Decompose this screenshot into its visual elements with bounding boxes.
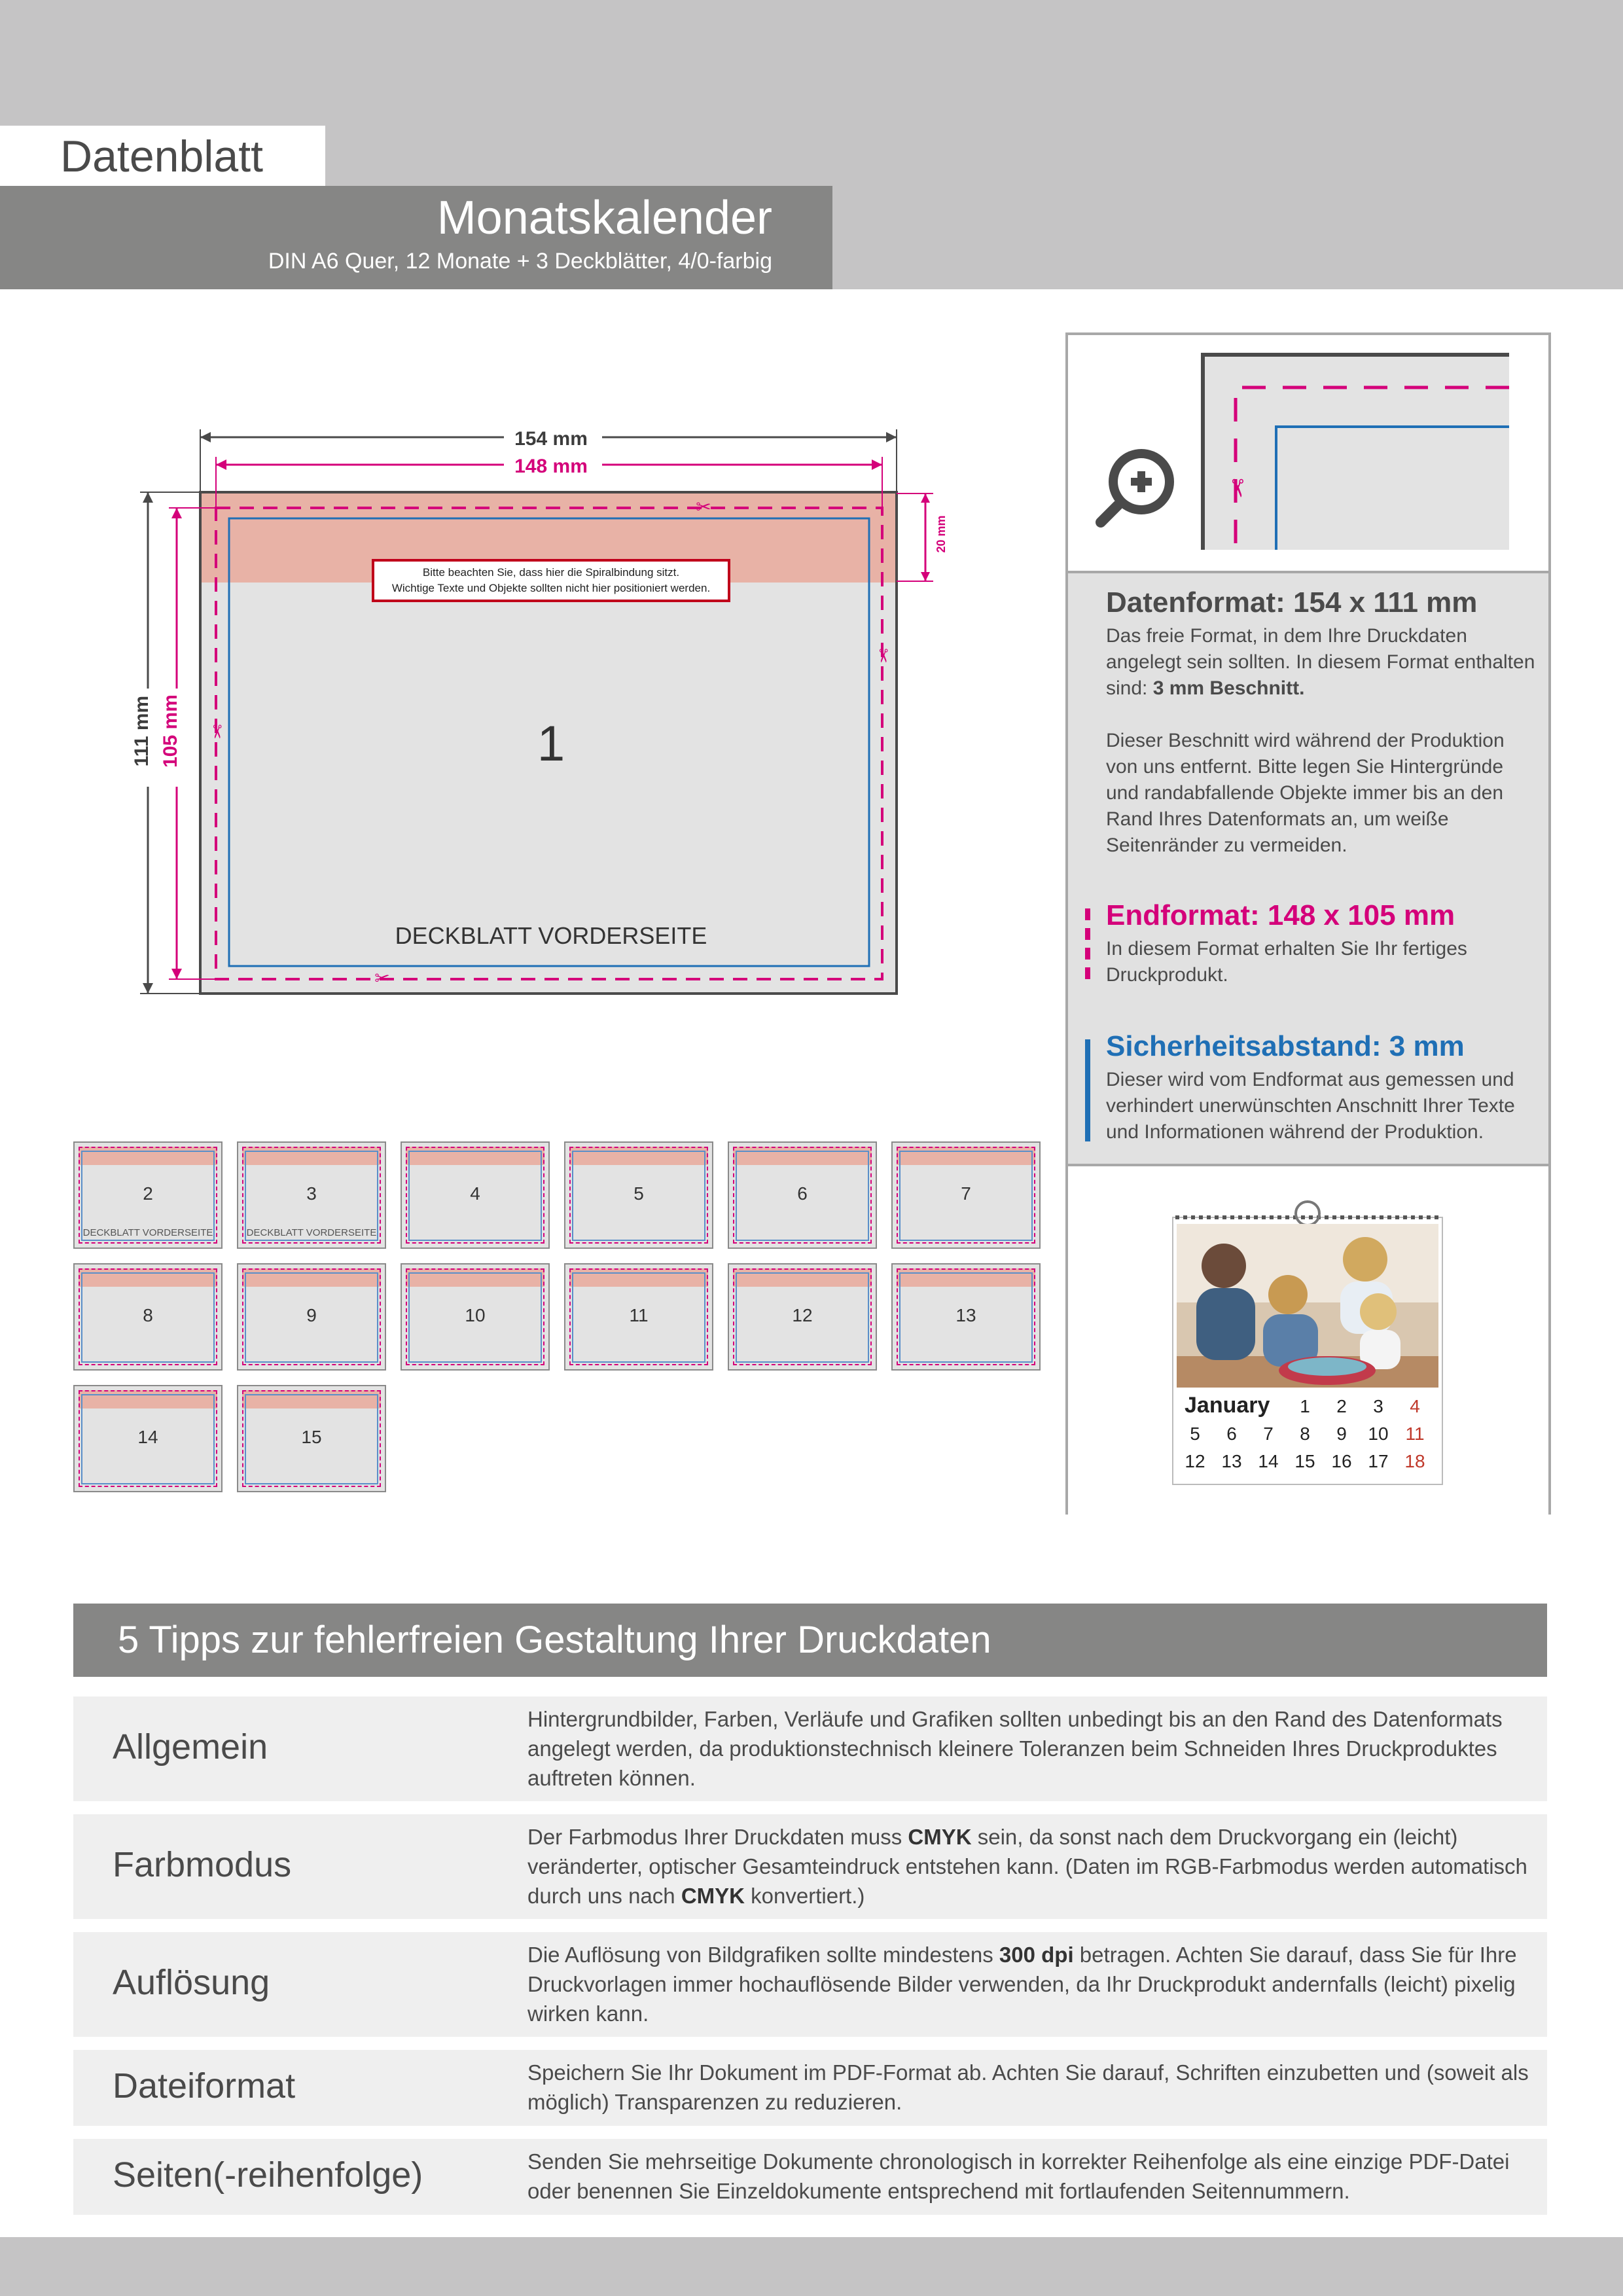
calendar-day: 8: [1300, 1424, 1310, 1444]
scissors-icon: ✂: [206, 724, 228, 740]
tip-key: Seiten(-reihenfolge): [113, 2155, 423, 2195]
thumb-number: 15: [301, 1427, 322, 1447]
tip-key: Auflösung: [113, 1963, 270, 2002]
page-thumbnail: [728, 1263, 877, 1371]
corner-detail: [1203, 355, 1509, 550]
calendar-day: 7: [1263, 1424, 1274, 1444]
calendar-preview-box: [1068, 1164, 1548, 1517]
page-thumbnail: [728, 1141, 877, 1249]
thumb-number: 13: [955, 1305, 976, 1325]
tip-text: Hintergrundbilder, Farben, Verläufe und Grafiken sollten unbedingt bis an den Rand des Datenformats angelegt werden, da produktionstechnisch kleinere Toleranzen beim Schneiden Ihres Druckproduktes auftreten können.: [527, 1707, 1503, 1790]
calendar-day: 10: [1368, 1424, 1389, 1444]
thumb-label: DECKBLATT VORDERSEITE: [246, 1227, 377, 1238]
page-label: DECKBLATT VORDERSEITE: [395, 922, 707, 949]
page-thumbnail: [237, 1263, 386, 1371]
format-diagram: [0, 289, 1047, 1042]
datenformat-bleed: 3 mm Beschnitt.: [1152, 677, 1305, 699]
page-thumbnail: [401, 1263, 550, 1371]
calendar-day: 14: [1258, 1451, 1279, 1471]
calendar-day: 1: [1300, 1396, 1310, 1416]
page-title: Monatskalender: [437, 192, 772, 244]
endformat-text: In diesem Format erhalten Sie Ihr fertiges Druckprodukt.: [1106, 938, 1467, 986]
tip-farbmodus: [73, 1814, 1547, 1919]
tip-text: Speichern Sie Ihr Dokument im PDF-Format ab. Achten Sie darauf, Schriften einzubetten und (soweit als möglich) Transparenzen zu reduzieren.: [527, 2060, 1529, 2114]
doc-type-label: Datenblatt: [60, 132, 263, 181]
calendar-day: 6: [1226, 1424, 1237, 1444]
page-thumbnail: [73, 1385, 223, 1492]
page-thumbnail: [73, 1141, 223, 1249]
tip-key: Allgemein: [113, 1727, 268, 1767]
family-photo: [1177, 1224, 1438, 1388]
sicherheit-title: Sicherheitsabstand: 3 mm: [1106, 1030, 1465, 1062]
doc-type-tab: [0, 126, 325, 186]
scissors-icon: ✂: [872, 648, 894, 664]
tip-text: Senden Sie mehrseitige Dokumente chronologisch in korrekter Reihenfolge als eine einzige PDF-Datei oder benennen Sie Einzeldokumente entsprechend mit fortlaufenden Seitennummern.: [527, 2149, 1510, 2203]
width-final-label: 148 mm: [514, 456, 588, 477]
tips-heading: 5 Tipps zur fehlerfreien Gestaltung Ihrer Druckdaten: [118, 1619, 991, 1661]
info-panel: [1065, 332, 1551, 1515]
height-data-label: 111 mm: [131, 695, 152, 767]
calendar-day: 13: [1221, 1451, 1242, 1471]
spiral-notice-line2: Wichtige Texte und Objekte sollten nicht hier positioniert werden.: [391, 582, 711, 594]
sicherheit-text: Dieser wird vom Endformat aus gemessen und verhindert unerwünschten Anschnitt Ihrer Texte und Informationen während der Produktion.: [1106, 1069, 1515, 1143]
page-thumbnail: [73, 1263, 223, 1371]
calendar-month: January: [1185, 1393, 1270, 1418]
footer-band: [0, 2237, 1623, 2296]
calendar-day: 17: [1368, 1451, 1389, 1471]
tip-dateiformat: [73, 2050, 1547, 2126]
thumb-number: 14: [137, 1427, 158, 1447]
thumb-number: 10: [465, 1305, 486, 1325]
page-thumbnail: [891, 1141, 1041, 1249]
page-thumbnail: [564, 1141, 713, 1249]
datenformat-title: Datenformat: 154 x 111 mm: [1106, 586, 1478, 619]
tip-allgemein: [73, 1696, 1547, 1801]
scissors-icon: ✂: [1222, 478, 1252, 499]
page-thumbnail: [237, 1385, 386, 1492]
calendar-day: 16: [1331, 1451, 1352, 1471]
scissors-icon: ✂: [696, 496, 711, 518]
tip-key: Farbmodus: [113, 1845, 292, 1884]
page-thumbnail: [401, 1141, 550, 1249]
endformat-title: Endformat: 148 x 105 mm: [1106, 899, 1455, 931]
title-band: [0, 186, 832, 289]
scissors-icon: ✂: [374, 967, 390, 989]
tip-aufloesung: [73, 1932, 1547, 2037]
height-final-label: 105 mm: [160, 694, 181, 768]
calendar-day: 15: [1294, 1451, 1315, 1471]
tip-text: Die Auflösung von Bildgrafiken sollte mindestens 300 dpi betragen. Achten Sie darauf, dass Sie für Ihre Druckvorlagen immer hochauflösende Bilder verwenden, da Ihr Druckprodukt andernfalls (leicht) pixelig wirken kann.: [527, 1943, 1517, 2026]
endformat-marker: [1085, 908, 1090, 986]
calendar-day: 12: [1185, 1451, 1205, 1471]
thumb-number: 5: [633, 1183, 644, 1204]
thumb-number: 8: [143, 1305, 153, 1325]
thumb-number: 2: [143, 1183, 153, 1204]
calendar-day: 4: [1410, 1396, 1420, 1416]
thumb-number: 7: [961, 1183, 971, 1204]
calendar-day: 11: [1405, 1424, 1425, 1444]
thumb-number: 12: [792, 1305, 813, 1325]
thumb-number: 4: [470, 1183, 480, 1204]
calendar-day: 2: [1336, 1396, 1347, 1416]
tip-key: Dateiformat: [113, 2066, 296, 2106]
calendar-day: 3: [1373, 1396, 1383, 1416]
tip-seitenreihenfolge: [73, 2139, 1547, 2215]
sicherheit-marker: [1085, 1039, 1090, 1141]
thumb-label: DECKBLATT VORDERSEITE: [82, 1227, 213, 1238]
datenformat-text: Das freie Format, in dem Ihre Druckdaten angelegt sein sollten. In diesem Format enthalten sind: 3 mm Beschnitt.: [1106, 625, 1535, 699]
zoom-detail-box: [1068, 335, 1548, 573]
page-thumbnail: [564, 1263, 713, 1371]
calendar-day: 18: [1404, 1451, 1425, 1471]
calendar-day: 9: [1336, 1424, 1347, 1444]
page-number: 1: [537, 716, 565, 772]
zoom-in-icon: [1101, 449, 1174, 522]
page-thumbnail: [891, 1263, 1041, 1371]
page-subtitle: DIN A6 Quer, 12 Monate + 3 Deckblätter, 4/0-farbig: [268, 249, 772, 274]
calendar-day: 5: [1190, 1424, 1200, 1444]
tips-header: [73, 1604, 1547, 1677]
spiral-notice-line1: Bitte beachten Sie, dass hier die Spiralbindung sitzt.: [422, 566, 680, 579]
width-data-label: 154 mm: [514, 428, 588, 450]
thumb-number: 3: [306, 1183, 317, 1204]
calendar-preview: [1068, 1166, 1548, 1517]
spiral-zone-label: 20 mm: [935, 515, 948, 553]
thumb-number: 11: [629, 1305, 649, 1325]
tip-text: Der Farbmodus Ihrer Druckdaten muss CMYK sein, da sonst nach dem Druckvorgang ein (leicht) veränderter, optischer Gesamteindruck entstehen kann. (Daten im RGB-Farbmodus werden automatisch durch uns nach CMYK konvertiert.): [527, 1825, 1527, 1908]
thumb-number: 6: [797, 1183, 808, 1204]
datenformat-text-2: Dieser Beschnitt wird während der Produktion von uns entfernt. Bitte legen Sie Hintergründe und randabfallende Objekte immer bis an den Rand Ihres Datenformats an, um weiße Seitenränder zu vermeiden.: [1106, 730, 1505, 856]
thumb-number: 9: [306, 1305, 317, 1325]
page-thumbnail: [237, 1141, 386, 1249]
